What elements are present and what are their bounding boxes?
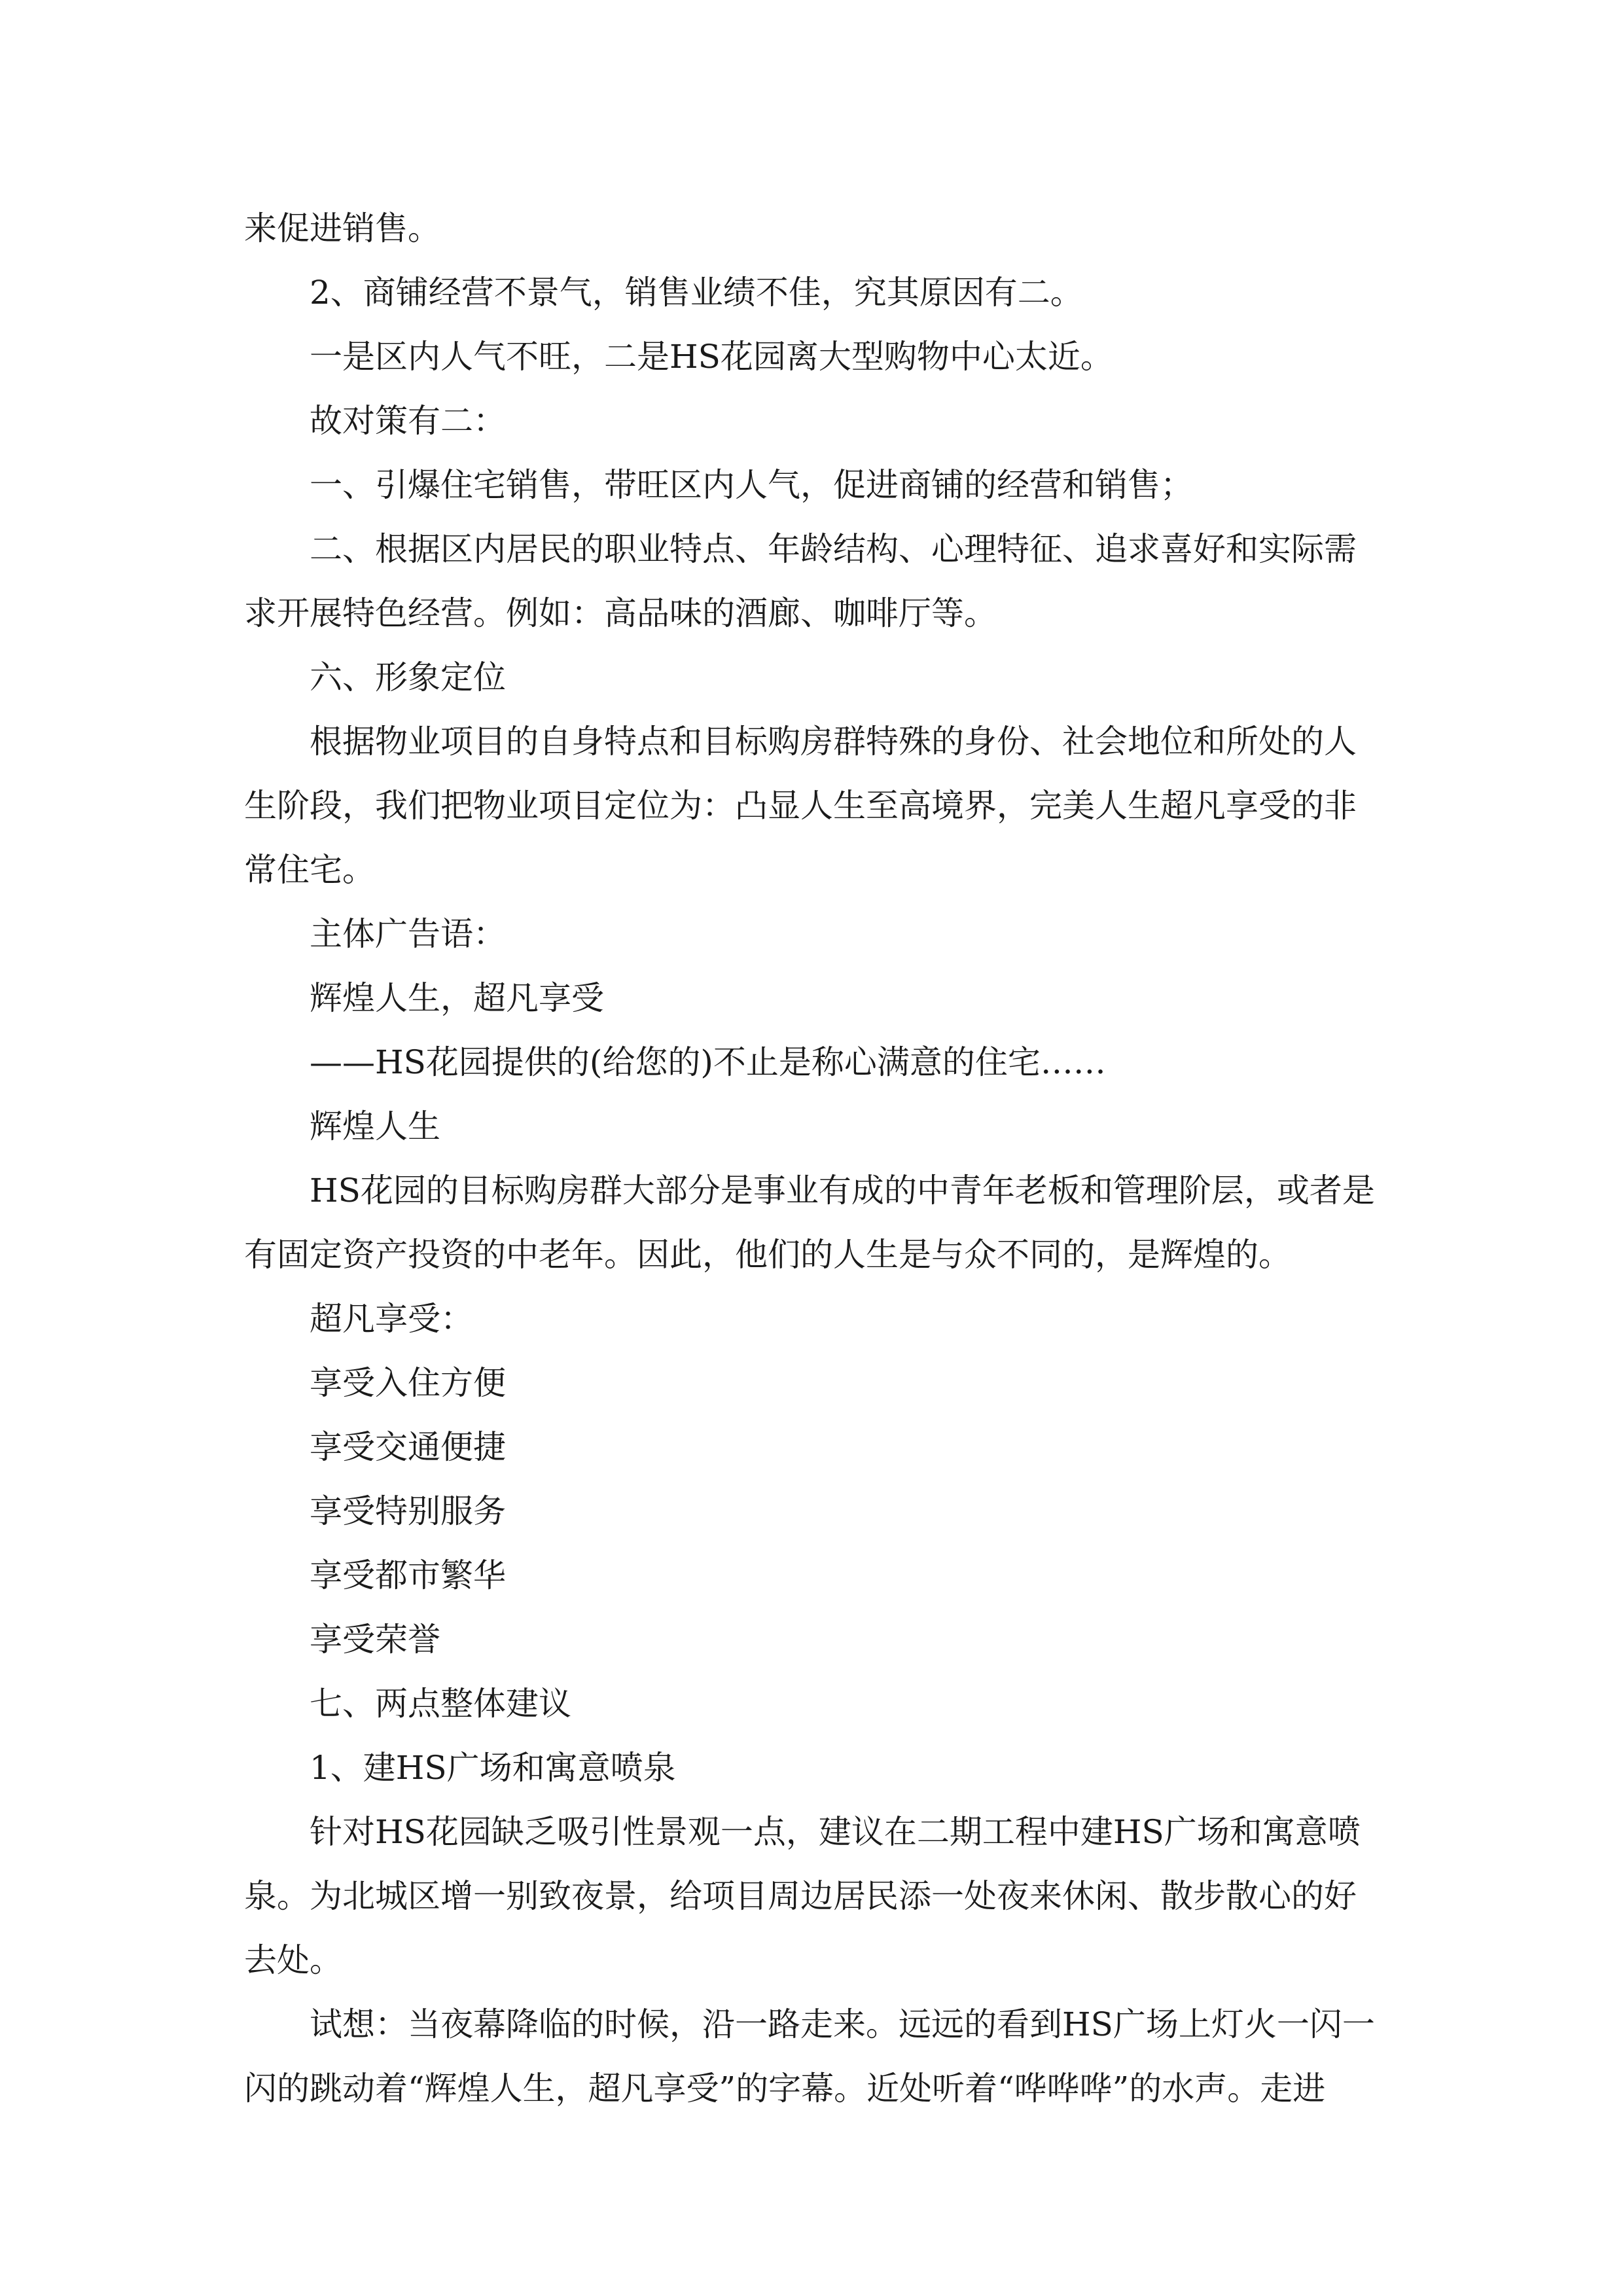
paragraph: 二、根据区内居民的职业特点、年龄结构、心理特征、追求喜好和实际需求开展特色经营。例如：高品味的酒廊、咖啡厅等。 xyxy=(244,530,1357,632)
paragraph: 超凡享受： xyxy=(310,1300,473,1338)
paragraph: HS花园的目标购房群大部分是事业有成的中青年老板和管理阶层，或者是有固定资产投资的中老年。因此，他们的人生是与众不同的，是辉煌的。 xyxy=(244,1172,1375,1274)
paragraph: 一是区内人气不旺，二是HS花园离大型购物中心太近。 xyxy=(310,338,1113,376)
section-heading: 七、两点整体建议 xyxy=(310,1685,571,1723)
section-heading: 六、形象定位 xyxy=(310,658,506,696)
document-body xyxy=(244,196,1383,2121)
paragraph: 辉煌人生 xyxy=(310,1107,440,1145)
list-item: 享受都市繁华 xyxy=(310,1556,506,1594)
paragraph: 针对HS花园缺乏吸引性景观一点，建议在二期工程中建HS广场和寓意喷泉。为北城区增一别致夜景，给项目周边居民添一处夜来休闲、散步散心的好去处。 xyxy=(244,1813,1361,1979)
paragraph: 2、商铺经营不景气，销售业绩不佳，究其原因有二。 xyxy=(310,274,1083,312)
paragraph: 主体广告语： xyxy=(310,915,506,953)
slogan: 辉煌人生，超凡享受 xyxy=(310,979,604,1017)
list-item: 享受入住方便 xyxy=(310,1364,506,1402)
paragraph: 一、引爆住宅销售，带旺区内人气，促进商铺的经营和销售； xyxy=(310,466,1193,504)
paragraph: 1、建HS广场和寓意喷泉 xyxy=(310,1749,676,1787)
list-item: 享受特别服务 xyxy=(310,1492,506,1530)
paragraph: ——HS花园提供的(给您的)不止是称心满意的住宅…… xyxy=(310,1043,1106,1081)
list-item: 享受交通便捷 xyxy=(310,1428,506,1466)
list-item: 享受荣誉 xyxy=(310,1621,440,1659)
paragraph: 根据物业项目的自身特点和目标购房群特殊的身份、社会地位和所处的人生阶段，我们把物业项目定位为：凸显人生至高境界，完美人生超凡享受的非常住宅。 xyxy=(244,723,1357,889)
paragraph: 试想：当夜幕降临的时候，沿一路走来。远远的看到HS广场上灯火一闪一闪的跳动着“辉煌人生，超凡享受”的字幕。近处听着“哗哗哗”的水声。走进 xyxy=(244,2005,1375,2108)
paragraph: 故对策有二： xyxy=(310,402,506,440)
paragraph: 来促进销售。 xyxy=(244,209,440,247)
